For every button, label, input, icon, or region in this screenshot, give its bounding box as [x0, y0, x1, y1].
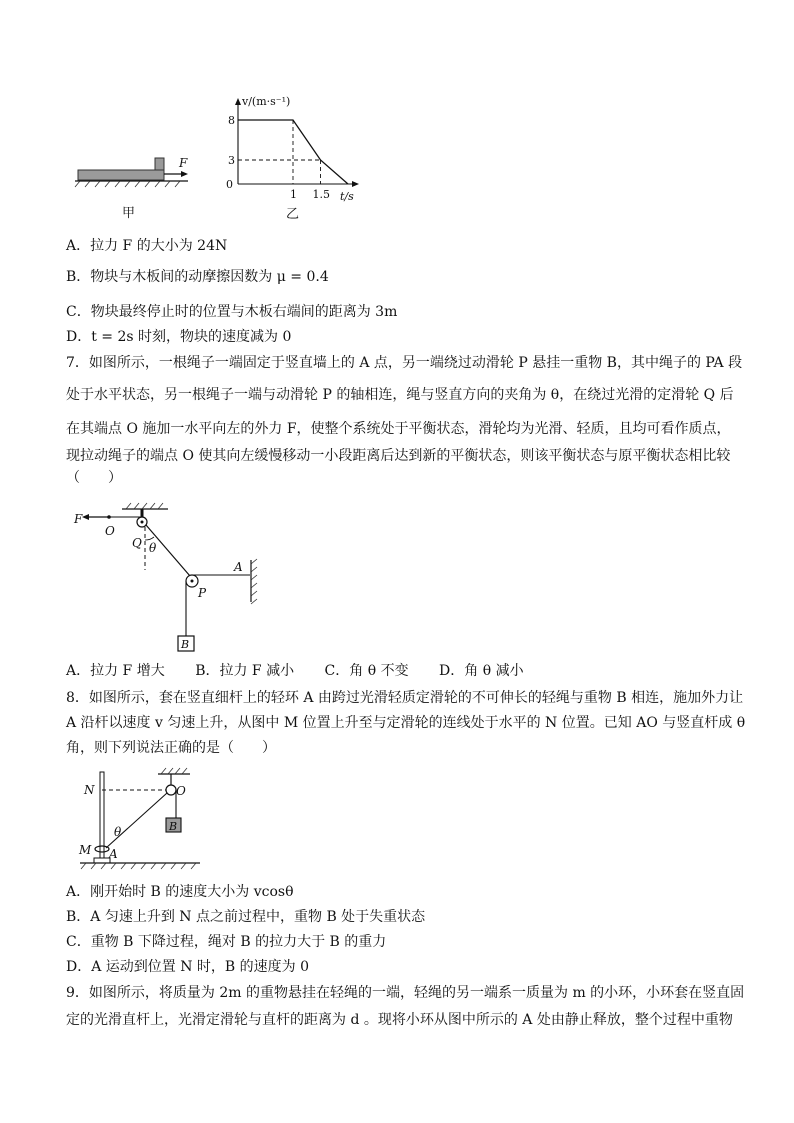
q7-stem-line-1: 7．如图所示，一根绳子一端固定于竖直墙上的 A 点，另一端绕过动滑轮 P 悬挂一重物 B，其中绳子的 PA 段 — [66, 355, 743, 371]
q7-option-a: A．拉力 F 增大 — [66, 663, 165, 679]
q9-stem-line-1: 9．如图所示，将质量为 2m 的重物悬挂在轻绳的一端，轻绳的另一端系一质量为 m 的小环，小环套在竖直固 — [66, 985, 745, 1001]
figure-caption-yi: 乙 — [286, 207, 300, 222]
weight-b-label: B — [181, 638, 190, 651]
q8-option-d: D．A 运动到位置 N 时，B 的速度为 0 — [66, 959, 310, 975]
figure-jia — [70, 145, 200, 225]
vt-xtick-1: 1 — [290, 188, 297, 201]
x-axis-label: t/s — [340, 190, 354, 203]
pulley-o — [166, 785, 176, 795]
q7-pulley-figure — [70, 500, 280, 660]
q6-option-a: A．拉力 F 的大小为 24N — [66, 238, 228, 254]
pulley-o-label: O — [176, 784, 186, 798]
point-o-label: O — [105, 524, 115, 538]
q7-options-row — [66, 661, 550, 681]
q6-option-c: C．物块最终停止时的位置与木板右端间的距离为 3m — [66, 304, 398, 320]
q7-stem-line-3: 在其端点 O 施加一水平向左的外力 F，使整个系统处于平衡状态，滑轮均为光滑、轻质，且均可看作质点， — [66, 421, 731, 437]
q7-stem-line-5: （ ） — [66, 470, 122, 486]
q7-option-c: C．角 θ 不变 — [324, 663, 409, 679]
q6-option-d: D．t = 2s 时刻，物块的速度减为 0 — [66, 329, 292, 345]
wooden-board — [78, 170, 164, 180]
force-f-label: F — [74, 512, 83, 526]
weight-b-label: B — [169, 820, 178, 833]
q8-stem-line-3: 角，则下列说法正确的是（ ） — [66, 740, 276, 756]
vt-xtick-1.5: 1.5 — [312, 188, 330, 201]
origin-label: 0 — [226, 178, 233, 191]
vt-ytick-8: 8 — [228, 114, 235, 127]
angle-theta-label: θ — [149, 541, 157, 555]
vt-ytick-3: 3 — [228, 154, 235, 167]
block — [155, 158, 164, 170]
q7-stem-line-2: 处于水平状态，另一根绳子一端与动滑轮 P 的轴相连，绳与竖直方向的夹角为 θ，在绕过光滑的定滑轮 Q 后 — [66, 387, 734, 403]
q8-ring-rod-figure — [76, 766, 206, 872]
vertical-rod — [100, 772, 104, 858]
q7-option-d: D．角 θ 减小 — [439, 663, 524, 679]
q8-stem-line-1: 8．如图所示，套在竖直细杆上的轻环 A 由跨过光滑轻质定滑轮的不可伸长的轻绳与重物 B 相连，施加外力让 — [66, 690, 744, 706]
q9-stem-line-2: 定的光滑直杆上，光滑定滑轮与直杆的距离为 d 。现将小环从图中所示的 A 处由静止释放，整个过程中重物 — [66, 1012, 733, 1028]
point-a-label: A — [234, 560, 243, 574]
pulley-q-label: Q — [132, 536, 142, 550]
q7-stem-line-4: 现拉动绳子的端点 O 使其向左缓慢移动一小段距离后达到新的平衡状态，则该平衡状态与原平衡状态相比较 — [66, 448, 731, 464]
force-label: F — [179, 156, 188, 170]
figure-yi-vt-graph — [218, 88, 368, 228]
q8-option-c: C．重物 B 下降过程，绳对 B 的拉力大于 B 的重力 — [66, 934, 387, 950]
point-m-label: M — [79, 843, 92, 857]
q6-option-b: B．物块与木板间的动摩擦因数为 μ = 0.4 — [66, 269, 329, 285]
pulley-p-label: P — [198, 586, 207, 600]
y-axis-label: v/(m·s⁻¹) — [242, 95, 291, 108]
angle-theta-label: θ — [114, 825, 122, 839]
q8-option-a: A．刚开始时 B 的速度大小为 vcosθ — [66, 884, 294, 900]
q8-stem-line-2: A 沿杆以速度 v 匀速上升，从图中 M 位置上升至与定滑轮的连线处于水平的 N 位置。已知 AO 与竖直杆成 θ — [66, 715, 746, 731]
figure-caption-jia: 甲 — [122, 206, 136, 221]
ring-a-label: A — [109, 847, 118, 861]
q7-option-b: B．拉力 F 减小 — [195, 663, 295, 679]
q8-option-b: B．A 匀速上升到 N 点之前过程中，重物 B 处于失重状态 — [66, 909, 426, 925]
point-n-label: N — [84, 783, 95, 797]
